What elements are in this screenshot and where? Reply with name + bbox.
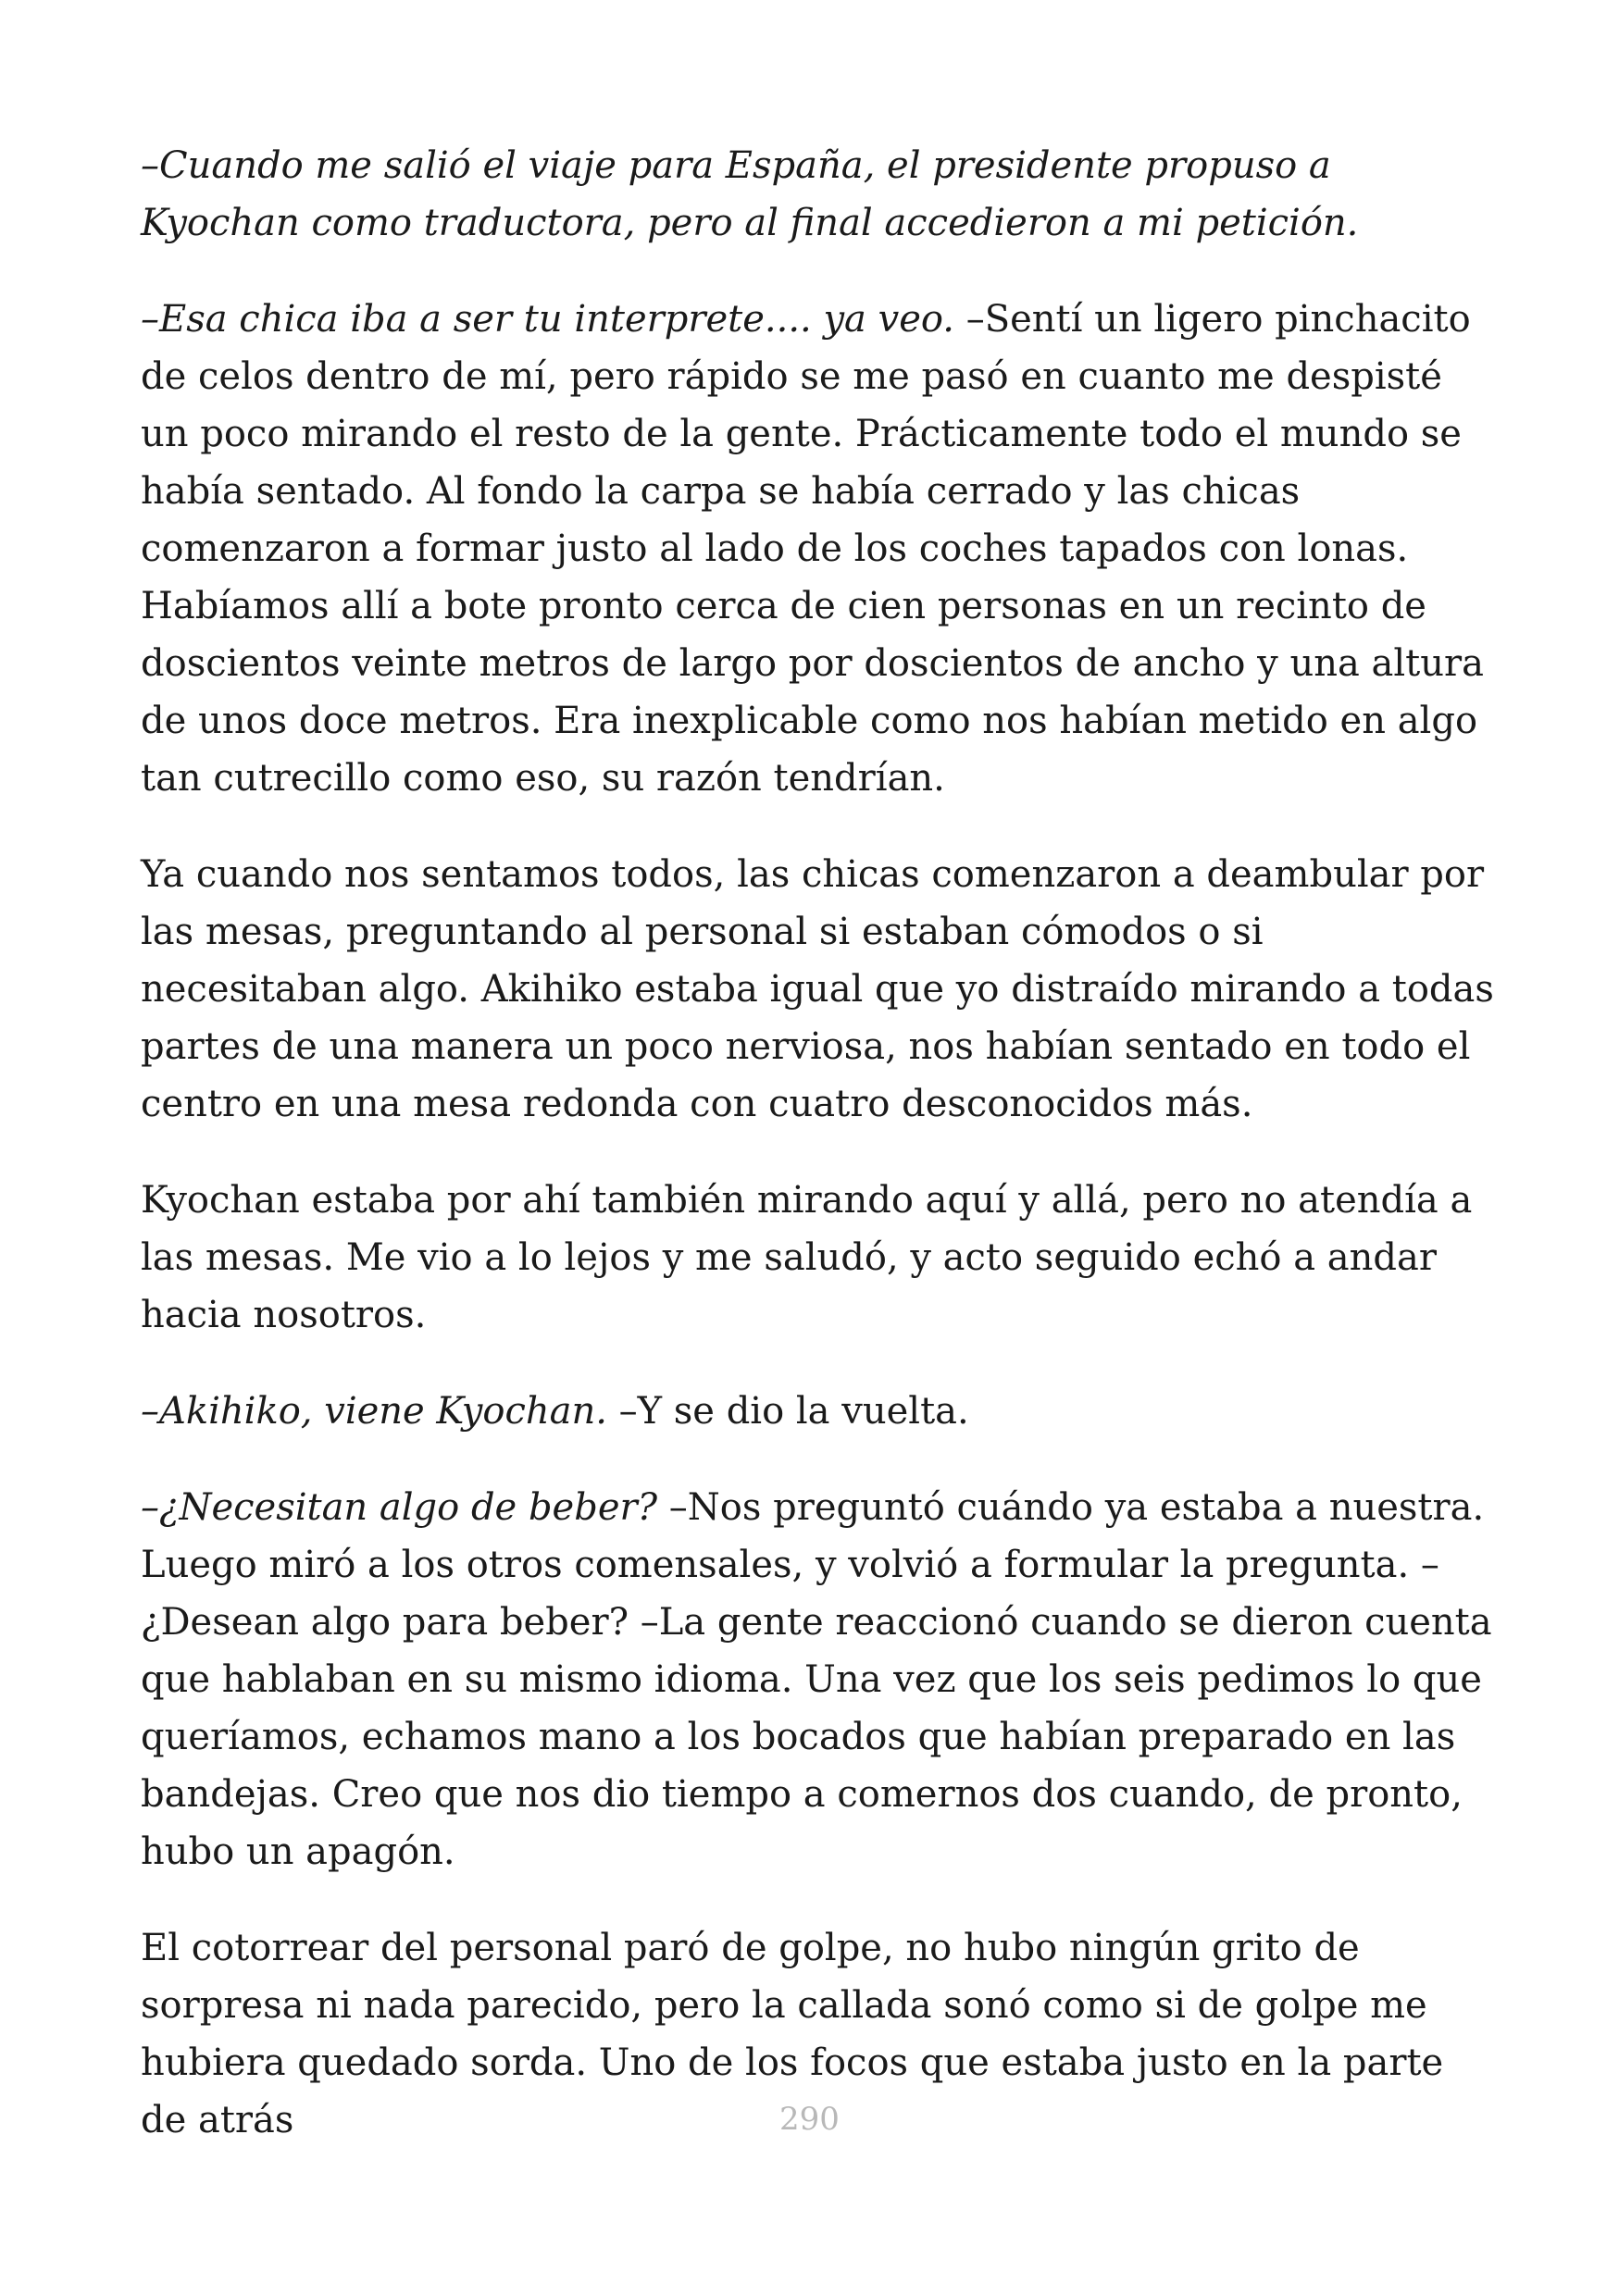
dialogue-line: –¿Necesitan algo de beber? (141, 1486, 658, 1529)
paragraph-4 (141, 1172, 1497, 1344)
paragraph-6 (141, 1479, 1497, 1880)
narration-text: El cotorrear del personal paró de golpe, no hubo ningún grito de sorpresa ni nada parecido, pero la callada sonó como si de golpe me hubiera quedado sorda. Uno de los focos que estaba justo en la parte de atrás (141, 1927, 1444, 2141)
dialogue-line: –Akihiko, viene Kyochan. (141, 1390, 607, 1433)
paragraph-3 (141, 846, 1497, 1133)
narration-text: Ya cuando nos sentamos todos, las chicas comenzaron a deambular por las mesas, preguntando al personal si estaban cómodos o si necesitaban algo. Akihiko estaba igual que yo distraído mirando a todas partes de una manera un poco nerviosa, nos habían sentado en todo el centro en una mesa redonda con cuatro desconocidos más. (141, 853, 1494, 1125)
dialogue-line: –Cuando me salió el viaje para España, el presidente propuso a Kyochan como traductora, pero al final accedieron a mi petición. (141, 144, 1359, 244)
narration-text: –Nos preguntó cuándo ya estaba a nuestra. Luego miró a los otros comensales, y volvió a formular la pregunta. –¿Desean algo para beber? –La gente reaccionó cuando se dieron cuenta que hablaban en su mismo idioma. Una vez que los seis pedimos lo que queríamos, echamos mano a los bocados que habían preparado en las bandejas. Creo que nos dio tiempo a comernos dos cuando, de pronto, hubo un apagón. (141, 1486, 1492, 1873)
narration-text: Kyochan estaba por ahí también mirando aquí y allá, pero no atendía a las mesas. Me vio a lo lejos y me saludó, y acto seguido echó a andar hacia nosotros. (141, 1179, 1473, 1336)
page-number: 290 (779, 2101, 840, 2138)
paragraph-2 (141, 291, 1497, 807)
paragraph-5 (141, 1383, 1497, 1440)
narration-text: –Y se dio la vuelta. (606, 1390, 969, 1433)
dialogue-line: –Esa chica iba a ser tu interprete.... ya veo. (141, 298, 954, 341)
body-text (141, 137, 1497, 2149)
narration-text: –Sentí un ligero pinchacito de celos dentro de mí, pero rápido se me pasó en cuanto me despisté un poco mirando el resto de la gente. Prácticamente todo el mundo se había sentado. Al fondo la carpa se había cerrado y las chicas comenzaron a formar justo al lado de los coches tapados con lonas. Habíamos allí a bote pronto cerca de cien personas en un recinto de doscientos veinte metros de largo por doscientos de ancho y una altura de unos doce metros. Era inexplicable como nos habían metido en algo tan cutrecillo como eso, su razón tendrían. (141, 298, 1484, 800)
paragraph-1 (141, 137, 1497, 252)
